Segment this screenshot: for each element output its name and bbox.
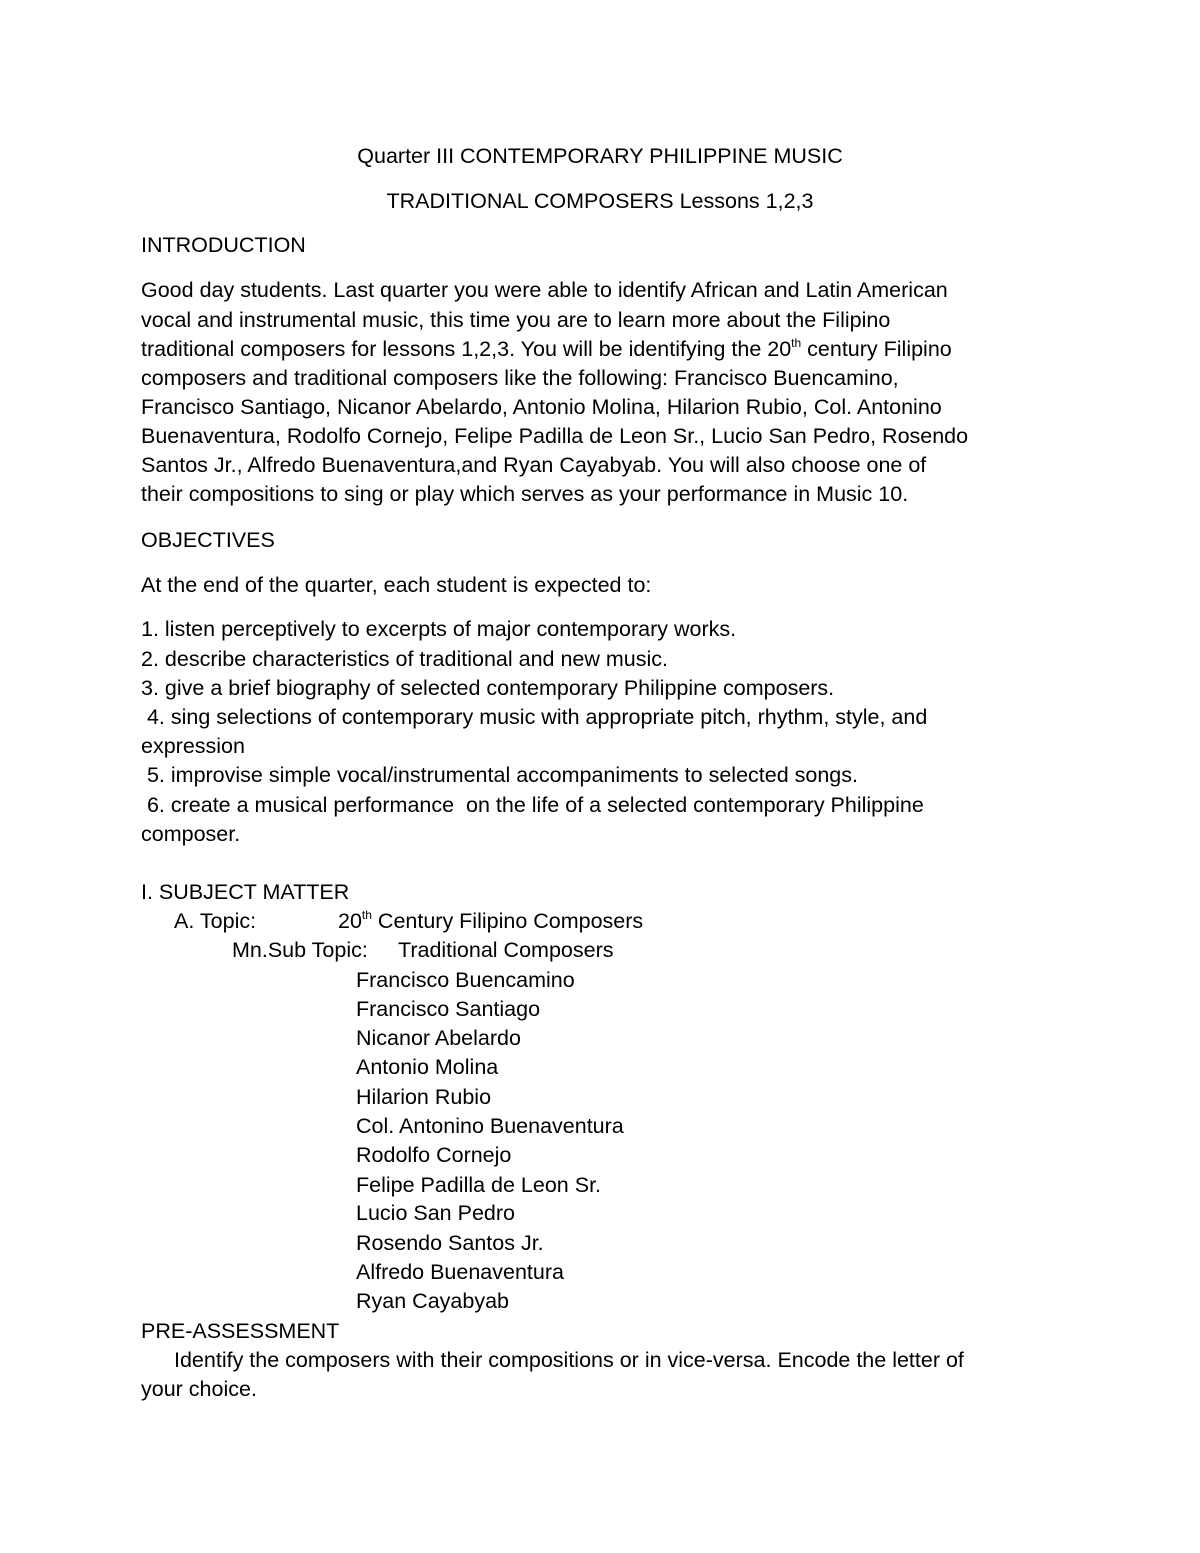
introduction-line: Good day students. Last quarter you were able to identify African and Latin American	[141, 278, 948, 302]
introduction-line: vocal and instrumental music, this time you are to learn more about the Filipino	[141, 308, 891, 332]
subject-matter-heading: I. SUBJECT MATTER	[141, 880, 350, 904]
introduction-line	[141, 335, 952, 364]
objectives-heading: OBJECTIVES	[141, 528, 275, 552]
introduction-line-text: century Filipino	[801, 337, 952, 361]
composer-list-item: Felipe Padilla de Leon Sr.	[356, 1173, 602, 1197]
objective-item: composer.	[141, 822, 241, 846]
composer-list-item: Rosendo Santos Jr.	[356, 1231, 544, 1255]
superscript: th	[791, 335, 802, 350]
sub-topic-label: Mn.Sub Topic:	[232, 938, 368, 962]
composer-list-item: Col. Antonino Buenaventura	[356, 1114, 624, 1138]
objective-item: 3. give a brief biography of selected contemporary Philippine composers.	[141, 676, 835, 700]
topic-value-text: Century Filipino Composers	[371, 909, 644, 933]
introduction-line: composers and traditional composers like the following: Francisco Buencamino,	[141, 366, 899, 390]
introduction-line-text: traditional composers for lessons 1,2,3. You will be identifying the 20	[141, 337, 792, 361]
superscript: th	[361, 907, 372, 922]
objective-item: 2. describe characteristics of traditional and new music.	[141, 647, 668, 671]
document-subtitle: TRADITIONAL COMPOSERS Lessons 1,2,3	[386, 189, 814, 213]
composer-list-item: Antonio Molina	[356, 1055, 499, 1079]
pre-assessment-line: Identify the composers with their compositions or in vice-versa. Encode the letter of	[174, 1348, 964, 1372]
composer-list-item: Francisco Santiago	[356, 997, 541, 1021]
composer-list-item: Ryan Cayabyab	[356, 1289, 509, 1313]
topic-label: A. Topic:	[174, 909, 257, 933]
composer-list-item: Nicanor Abelardo	[356, 1026, 521, 1050]
topic-value-text: 20	[338, 909, 362, 933]
composer-list-item: Alfredo Buenaventura	[356, 1260, 564, 1284]
objectives-lead: At the end of the quarter, each student is expected to:	[141, 573, 652, 597]
document-title: Quarter III CONTEMPORARY PHILIPPINE MUSIC	[357, 144, 843, 168]
composer-list-item: Hilarion Rubio	[356, 1085, 492, 1109]
objective-item: 5. improvise simple vocal/instrumental accompaniments to selected songs.	[141, 763, 858, 787]
topic-value	[338, 907, 643, 936]
introduction-line: Francisco Santiago, Nicanor Abelardo, Antonio Molina, Hilarion Rubio, Col. Antonino	[141, 395, 942, 419]
objective-item: expression	[141, 734, 245, 758]
sub-topic-value: Traditional Composers	[398, 938, 614, 962]
objective-item: 6. create a musical performance on the life of a selected contemporary Philippine	[141, 793, 924, 817]
introduction-line: Santos Jr., Alfredo Buenaventura,and Ryan Cayabyab. You will also choose one of	[141, 453, 927, 477]
composer-list-item: Francisco Buencamino	[356, 968, 575, 992]
introduction-heading: INTRODUCTION	[141, 233, 306, 257]
pre-assessment-line: your choice.	[141, 1377, 257, 1401]
objective-item: 1. listen perceptively to excerpts of major contemporary works.	[141, 617, 737, 641]
introduction-line: their compositions to sing or play which serves as your performance in Music 10.	[141, 482, 909, 506]
composer-list-item: Lucio San Pedro	[356, 1201, 515, 1225]
objective-item: 4. sing selections of contemporary music with appropriate pitch, rhythm, style, and	[141, 705, 928, 729]
composer-list-item: Rodolfo Cornejo	[356, 1143, 512, 1167]
pre-assessment-heading: PRE-ASSESSMENT	[141, 1319, 340, 1343]
introduction-line: Buenaventura, Rodolfo Cornejo, Felipe Padilla de Leon Sr., Lucio San Pedro, Rosendo	[141, 424, 969, 448]
